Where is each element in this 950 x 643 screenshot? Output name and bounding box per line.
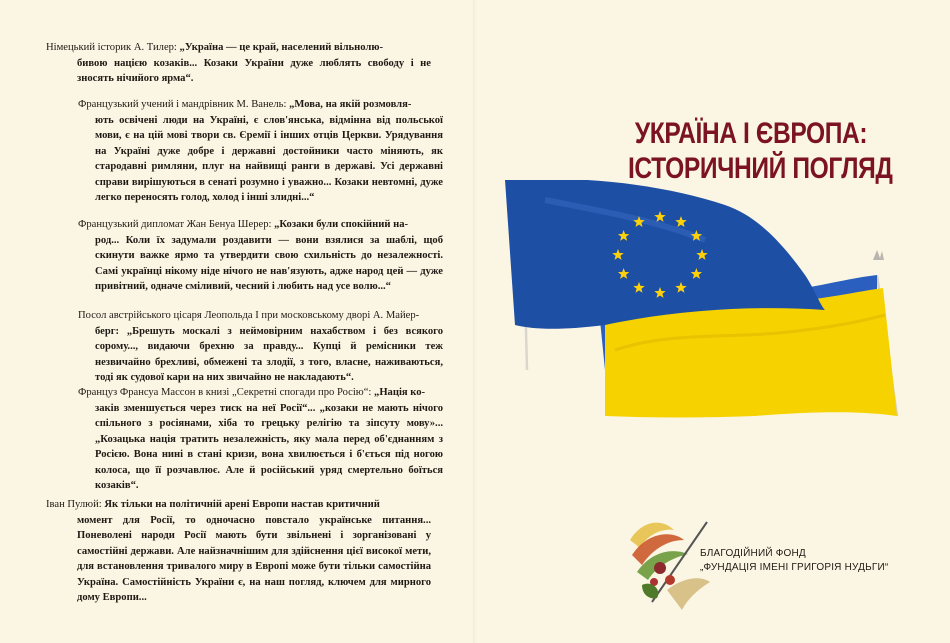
logo-flower-2 [665,575,675,585]
quote-text: род... Коли їх задумали роздавити — вони взялися за шаблі, щоб скинути важке ярмо та утвердити свою схильність до незалежності. Самі українці нікому ніде нічого не нав'язують, адже народ цей — дуже привітний, одначе сміливий, чесний і любить над усе волю...“ [95,234,443,292]
foundation-line2: „ФУНДАЦІЯ ІМЕНІ ГРИГОРІЯ НУДЬГИ“ [700,562,889,573]
book-title [628,116,893,186]
quote-author: Німецький історик А. Тилер: [46,42,180,53]
quote-text-start: Як тільки на політичній арені Европи настав критичний [104,499,380,510]
foundation-line1: БЛАГОДІЙНИЙ ФОНД [700,548,806,559]
finial-icon [873,250,884,260]
quote-text-start: „Нація ко- [374,387,426,398]
quote-puluj [46,497,431,606]
quote-mayerberg [78,308,443,386]
logo-flower-1 [654,562,666,574]
quote-author: Посол австрійського цісаря Леопольда І при московському дворі А. Майер- [78,310,420,321]
quote-text: бивою нацією козаків... Козаки України дуже люблять свободу і не зносять нічийого ярма“. [77,57,431,84]
quote-masson [78,385,443,494]
quote-author: Французький дипломат Жан Бенуа Шерер: [78,219,275,230]
quote-author: Французький учений і мандрівник М. Ванель: [78,99,290,110]
book-title-line2: ІСТОРИЧНИЙ ПОГЛЯД [628,152,893,185]
flags-illustration [505,180,905,420]
quote-author: Француз Франсуа Массон в книзі „Секретні спогади про Росію“: [78,387,375,398]
foundation-name [700,547,900,575]
quote-text-start: „Україна — це край, населений вільнолю- [179,42,383,53]
quote-text-start: „Козаки були спокійний на- [274,219,409,230]
quote-author: Іван Пулюй: [46,499,105,510]
flags-svg [505,180,905,420]
book-title-line1: УКРАЇНА І ЄВРОПА: [634,117,868,150]
quote-text: момент для Росії, то одночасно повстало українське питання... Поневолені народи Росії мають бути звільнені і зорганізовані у самостійні держави. Але найзначнішим для здійснення цієї високої мети, для встановлення тривалого миру в Европі може бути тільки самостійна Україна. Самостійність України є, на наш погляд, ключем для мирного дому Европи... [77,514,431,603]
quote-text: заків зменшується через тиск на неї Росії“... „козаки не мають нічого спільного з росіянами, хіба то грецьку релігію та зіпсуту мову»... „Козацька нація тратить незалежність, яку мала перед об'єднанням з Росією. Вона нині в стані кризи, вона хвилюється і б'ється під ногою колоса, що її розчавлює. Але й російський уряд смертельно боїться козаків“. [95,402,443,491]
quote-text: берг: „Брешуть москалі з неймовірним нахабством і без всякого сорому..., видаючи брехню за правду... Купці й ремісники теж незвичайно брехливі, обмежені та злодії, з того, власне, наживаються, тоді як судової кари на них звичайно не накладають“. [95,325,443,383]
logo-leaf [642,584,658,599]
quote-tiler [46,40,431,87]
quote-text-start: „Мова, на якій розмовля- [289,99,412,110]
quote-scherer [78,217,443,295]
quote-text: ють освічені люди на Україні, є слов'янська, відмінна від польської мови, є на цій мові твори св. Єремії і інших отців Церкви. Урядування на Україні дуже добре і державні достойники часто міняють, як стародавні римляни, плуг на найвищі ранги в державі. Усі державні справи вирішуються в сенаті розумно і уважно... Козаки невтомні, дуже легко переносять голод, холод і інші злидні...“ [95,114,443,203]
quote-vanel [78,97,443,206]
